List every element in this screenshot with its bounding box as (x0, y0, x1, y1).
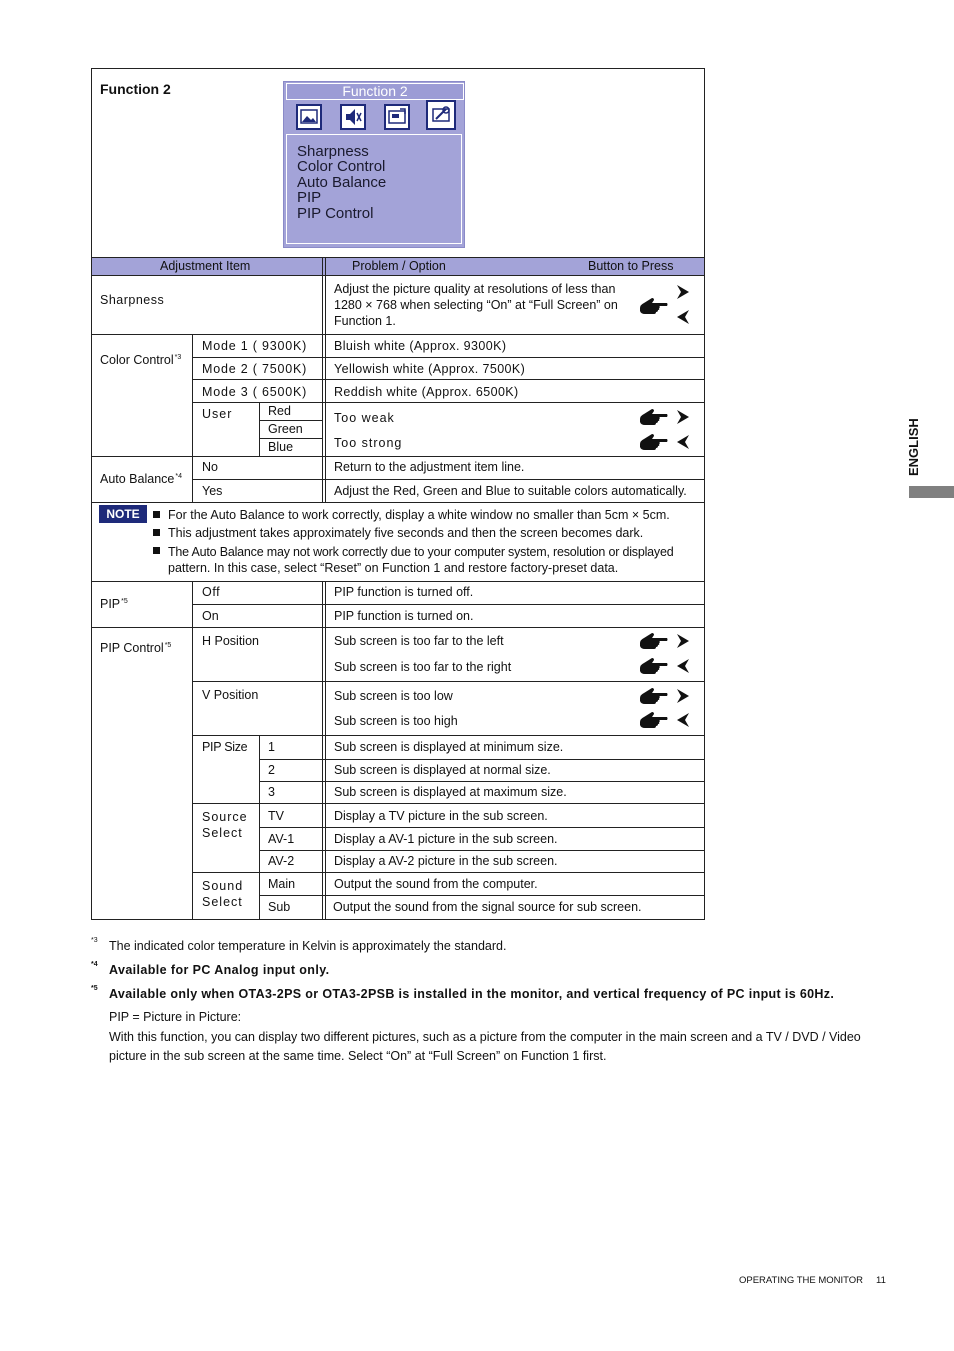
pip-definition: PIP = Picture in Picture: (109, 1010, 242, 1024)
mode2-desc: Yellowish white (Approx. 7500K) (334, 362, 526, 376)
hand-point-icon (638, 711, 668, 729)
note-line3a: The Auto Balance may not work correctly due to your computer system, resolution or displayed (168, 545, 674, 559)
pip-explanation-line1: With this function, you can display two different pictures, such as a picture from the computer in the main screen and a TV / DVD / Video (109, 1030, 861, 1044)
right-arrow-button-icon (674, 687, 692, 705)
note-line2: This adjustment takes approximately five seconds and then the screen becomes dark. (168, 526, 644, 540)
h-right-desc: Sub screen is too far to the right (334, 660, 512, 674)
source-select-label-line2: Select (202, 826, 243, 840)
right-arrow-button-icon (674, 632, 692, 650)
left-arrow-button-icon (674, 433, 692, 451)
side-tab-label: ENGLISH (906, 418, 921, 476)
osd-item-color-control: Color Control (297, 158, 386, 175)
source-tv-desc: Display a TV picture in the sub screen. (334, 809, 548, 823)
hand-point-icon (638, 433, 668, 451)
mode1-label: Mode 1 ( 9300K) (202, 339, 308, 353)
source-av2-label: AV-2 (268, 854, 295, 868)
function1-icon (384, 104, 410, 130)
note-bullet (153, 547, 160, 554)
mode3-label: Mode 3 ( 6500K) (202, 385, 308, 399)
section-title: Function 2 (100, 81, 171, 97)
pip-off-label: Off (202, 585, 221, 599)
row-label-auto-balance: Auto Balance$^{*4}$ (100, 472, 182, 486)
mode1-desc: Bluish white (Approx. 9300K) (334, 339, 507, 353)
too-strong-text: Too strong (334, 436, 403, 450)
row-label-sharpness: Sharpness (100, 293, 165, 307)
pip-size-label: PIP Size (202, 740, 248, 754)
source-av2-desc: Display a AV-2 picture in the sub screen. (334, 854, 558, 868)
row-label-pip-control: PIP Control$^{*5}$ (100, 641, 172, 655)
footnote-5: Available only when OTA3-2PS or OTA3-2PSB is installed in the monitor, and vertical frequency of PC input is 60Hz. (109, 987, 835, 1001)
h-left-desc: Sub screen is too far to the left (334, 634, 504, 648)
audio-icon (340, 104, 366, 130)
auto-balance-no-desc: Return to the adjustment item line. (334, 460, 525, 474)
user-red: Red (268, 404, 291, 418)
osd-item-panel (286, 134, 462, 244)
picture-icon (296, 104, 322, 130)
source-tv-label: TV (268, 809, 284, 823)
footnote-mark-5: *5 (91, 985, 98, 992)
auto-balance-yes-label: Yes (202, 484, 223, 498)
mode3-desc: Reddish white (Approx. 6500K) (334, 385, 519, 399)
user-blue: Blue (268, 440, 294, 454)
h-position-label: H Position (202, 634, 259, 648)
note-line3b: pattern. In this case, select “Reset” on Function 1 and restore factory-preset data. (168, 561, 619, 575)
right-arrow-button-icon (674, 408, 692, 426)
osd-item-pip: PIP (297, 189, 322, 206)
pip-size-3-label: 3 (268, 785, 275, 799)
header-adjustment-item: Adjustment Item (160, 259, 251, 273)
footnote-mark-3: *3 (91, 937, 98, 944)
source-select-label-line1: Source (202, 810, 248, 824)
osd-item-sharpness: Sharpness (297, 143, 369, 160)
pip-explanation-line2: picture in the sub screen at the same time. Select “On” at “Full Screen” on Function 1 first. (109, 1049, 607, 1063)
v-position-label: V Position (202, 688, 259, 702)
pip-size-1-label: 1 (268, 740, 275, 754)
row-label-color-control: Color Control$^{*3}$ (100, 353, 182, 367)
note-line1: For the Auto Balance to work correctly, display a white window no smaller than 5cm × 5cm. (168, 508, 670, 522)
right-arrow-button-icon (674, 283, 692, 301)
left-arrow-button-icon (674, 711, 692, 729)
hand-point-icon (638, 632, 668, 650)
note-bullet (153, 511, 160, 518)
pip-size-2-desc: Sub screen is displayed at normal size. (334, 763, 551, 777)
source-av1-desc: Display a AV-1 picture in the sub screen. (334, 832, 558, 846)
footer-section: OPERATING THE MONITOR (739, 1275, 864, 1286)
user-label: User (202, 407, 233, 421)
sound-sub-desc: Output the sound from the signal source for sub screen. (333, 900, 642, 914)
pip-off-desc: PIP function is turned off. (334, 585, 474, 599)
note-badge: NOTE (99, 505, 147, 523)
left-arrow-button-icon (674, 308, 692, 326)
mode2-label: Mode 2 ( 7500K) (202, 362, 308, 376)
pip-on-label: On (202, 609, 219, 623)
pip-size-2-label: 2 (268, 763, 275, 777)
footnote-4: Available for PC Analog input only. (109, 963, 330, 977)
hand-point-icon (638, 687, 668, 705)
sound-main-desc: Output the sound from the computer. (334, 877, 538, 891)
sound-sub-label: Sub (268, 900, 291, 914)
osd-item-pip-control: PIP Control (297, 205, 374, 222)
sharpness-desc-line1: Adjust the picture quality at resolutions of less than (334, 282, 616, 296)
header-problem-option: Problem / Option (352, 259, 446, 273)
sound-select-label-line2: Select (202, 895, 243, 909)
auto-balance-no-label: No (202, 460, 218, 474)
footnote-3: The indicated color temperature in Kelvin is approximately the standard. (109, 939, 507, 953)
sharpness-desc-line2: 1280 × 768 when selecting “On” at “Full Screen” on (334, 298, 618, 312)
header-button-to-press: Button to Press (588, 259, 674, 273)
hand-point-icon (638, 297, 668, 315)
sharpness-desc-line3: Function 1. (334, 314, 396, 328)
osd-title: Function 2 (286, 83, 464, 100)
function2-icon (428, 102, 454, 128)
side-tab-bar (909, 486, 954, 498)
pip-size-1-desc: Sub screen is displayed at minimum size. (334, 740, 564, 754)
footnote-mark-4: *4 (91, 961, 98, 968)
pip-size-3-desc: Sub screen is displayed at maximum size. (334, 785, 567, 799)
osd-item-auto-balance: Auto Balance (297, 174, 387, 191)
v-low-desc: Sub screen is too low (334, 689, 453, 703)
pip-on-desc: PIP function is turned on. (334, 609, 474, 623)
footer-page-number: 11 (876, 1275, 886, 1286)
sound-select-label-line1: Sound (202, 879, 244, 893)
user-green: Green (268, 422, 303, 436)
v-high-desc: Sub screen is too high (334, 714, 458, 728)
too-weak-text: Too weak (334, 411, 395, 425)
hand-point-icon (638, 408, 668, 426)
hand-point-icon (638, 657, 668, 675)
auto-balance-yes-desc: Adjust the Red, Green and Blue to suitable colors automatically. (334, 484, 687, 498)
note-bullet (153, 529, 160, 536)
source-av1-label: AV-1 (268, 832, 295, 846)
osd-menu-illustration (283, 81, 465, 248)
left-arrow-button-icon (674, 657, 692, 675)
row-label-pip: PIP$^{*5}$ (100, 597, 128, 611)
sound-main-label: Main (268, 877, 296, 891)
